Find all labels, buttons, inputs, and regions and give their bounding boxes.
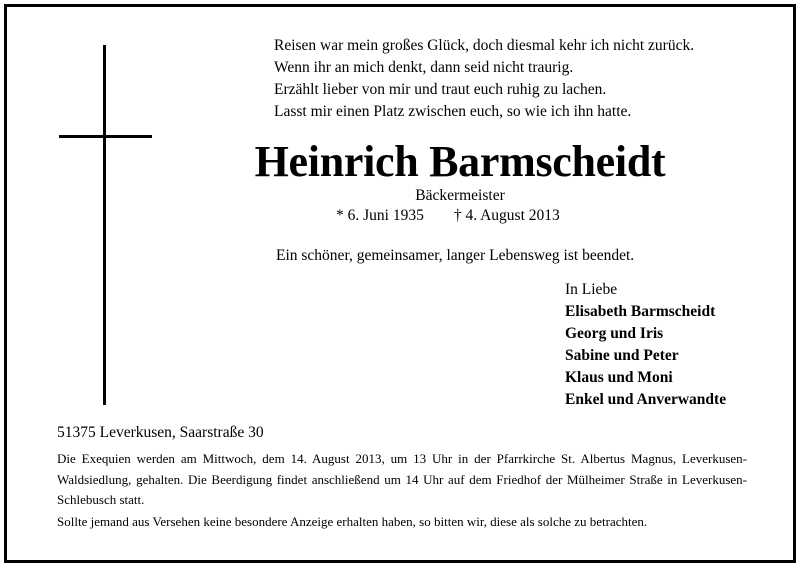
- birth-date: * 6. Juni 1935: [336, 207, 424, 224]
- poem-line: Wenn ihr an mich denkt, dann seid nicht traurig.: [274, 59, 574, 76]
- mourner-name: Enkel und Anverwandte: [565, 391, 727, 408]
- mourners-list: [565, 279, 726, 411]
- poem-line: Reisen war mein großes Glück, doch diesmal kehr ich nicht zurück.: [274, 37, 695, 54]
- notice-footer: Sollte jemand aus Versehen keine besondere Anzeige erhalten haben, so bitten wir, diese als solche zu betrachten.: [57, 514, 648, 529]
- mourners-intro: In Liebe: [565, 281, 618, 298]
- mourner-name: Klaus und Moni: [565, 369, 673, 386]
- poem-line: Lasst mir einen Platz zwischen euch, so wie ich ihn hatte.: [274, 103, 632, 120]
- cross-vertical-bar: [103, 45, 106, 405]
- mourner-name: Sabine und Peter: [565, 347, 679, 364]
- mourner-name: Georg und Iris: [565, 325, 664, 342]
- poem: [274, 35, 694, 123]
- deceased-name: Heinrich Barmscheidt: [254, 137, 666, 186]
- life-dates: [336, 206, 560, 226]
- mourning-address: 51375 Leverkusen, Saarstraße 30: [57, 424, 264, 441]
- deceased-profession: Bäckermeister: [415, 187, 505, 204]
- mourner-name: Elisabeth Barmscheidt: [565, 303, 716, 320]
- funeral-details: Die Exequien werden am Mittwoch, dem 14. August 2013, um 13 Uhr in der Pfarrkirche St. Albertus Magnus, Leverkusen-Waldsiedlung, gehalten. Die Beerdigung findet anschließend um 14 Uhr auf dem Friedhof der Mülheimer Straße in Leverkusen-Schlebusch statt.: [57, 451, 747, 507]
- lifeline-statement: Ein schöner, gemeinsamer, langer Lebensweg ist beendet.: [276, 247, 635, 264]
- cross-horizontal-bar: [59, 135, 152, 138]
- death-date: † 4. August 2013: [453, 207, 560, 224]
- poem-line: Erzählt lieber von mir und traut euch ruhig zu lachen.: [274, 81, 607, 98]
